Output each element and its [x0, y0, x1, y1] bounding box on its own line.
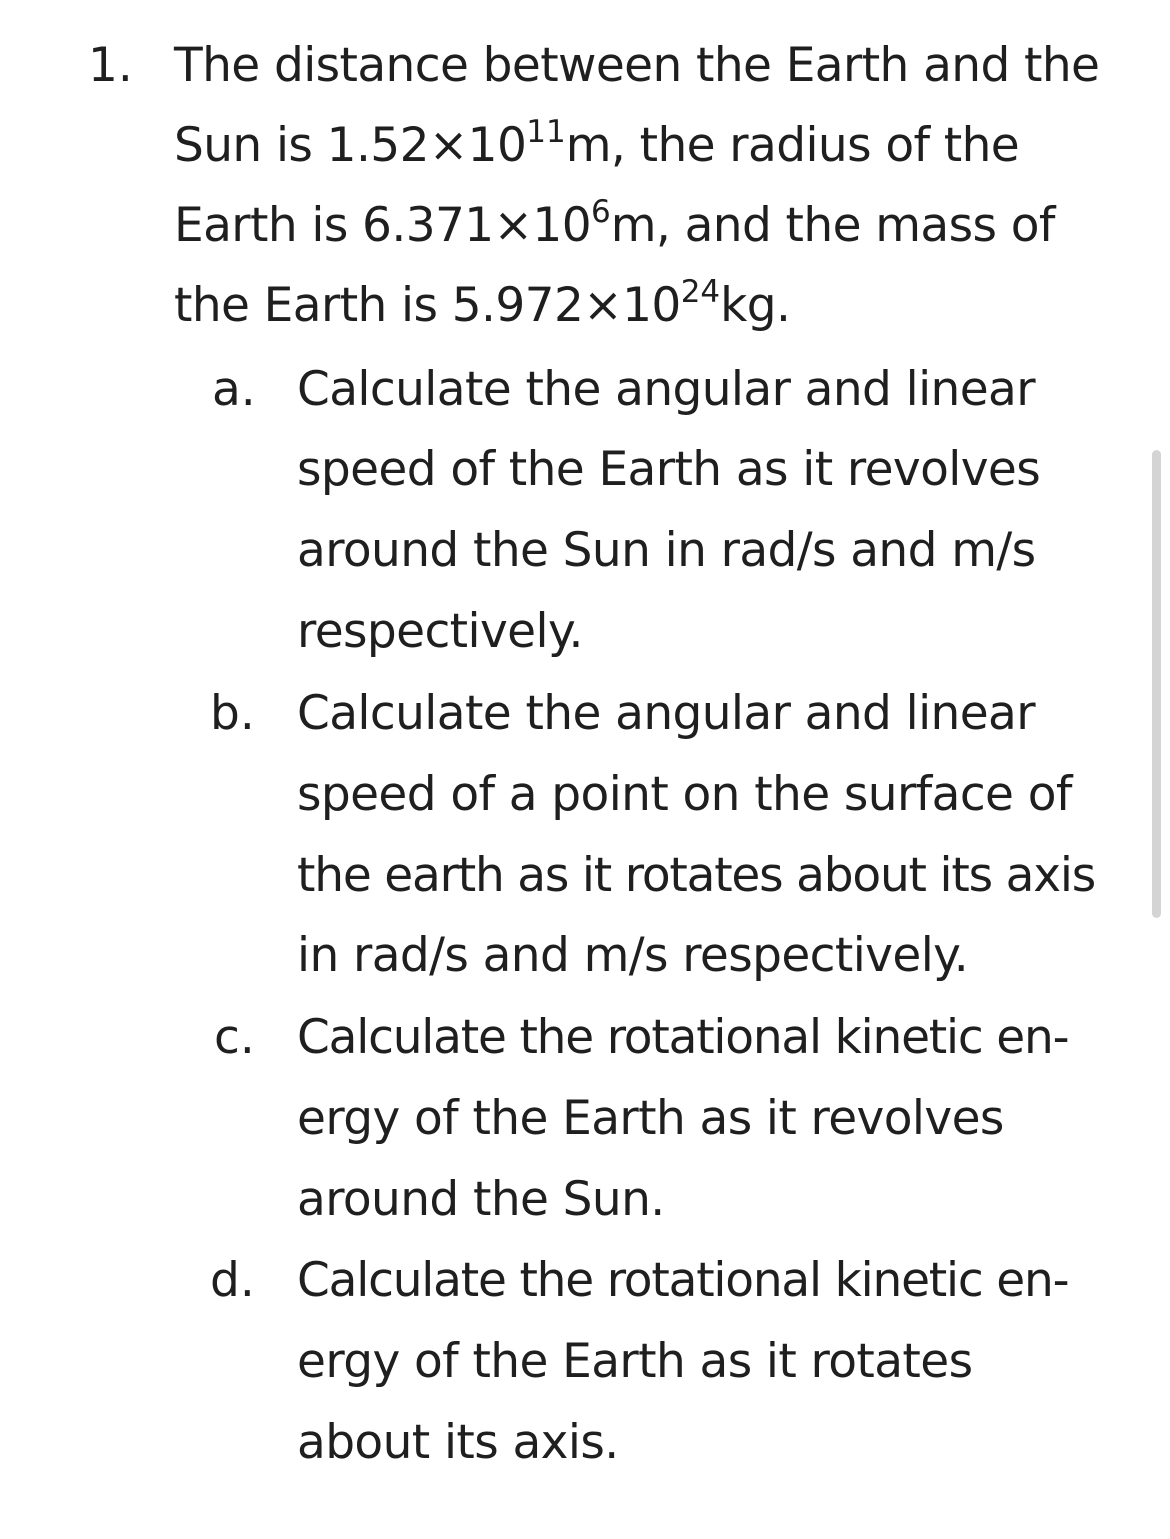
exponent: 24 [680, 273, 721, 310]
scrollbar-thumb[interactable] [1152, 450, 1161, 918]
question-number: 1. [88, 38, 133, 93]
question-stem-line-3: Earth is $6.371\times 10^6m$, and the mass of [174, 193, 1055, 253]
part-c-line-1: Calculate the rotational kinetic en- [297, 1010, 1069, 1065]
part-a-line-1: Calculate the angular and linear [297, 362, 1035, 417]
part-a-marker: a. [212, 362, 256, 417]
part-a-line-4: respectively. [297, 604, 583, 659]
part-a-line-2: speed of the Earth as it revolves [297, 442, 1041, 497]
part-c-line-3: around the Sun. [297, 1172, 665, 1227]
part-d-line-2: ergy of the Earth as it rotates [297, 1334, 973, 1389]
part-b-line-2: speed of a point on the surface of [297, 767, 1072, 822]
part-d-marker: d. [210, 1253, 255, 1308]
part-a-line-3: around the Sun in rad/s and m/s [297, 523, 1036, 578]
part-d-line-1: Calculate the rotational kinetic en- [297, 1253, 1069, 1308]
question-stem-line-4: the Earth is $5.972\times 10^{24}kg$. [174, 273, 791, 333]
part-b-line-1: Calculate the angular and linear [297, 686, 1035, 741]
question-stem-line-1: The distance between the Earth and the [174, 38, 1100, 93]
question-stem-line-2: Sun is $1.52\times 10^{11}m$, the radius of the [174, 113, 1020, 173]
exponent: 11 [526, 113, 566, 150]
part-d-line-3: about its axis. [297, 1415, 619, 1470]
part-b-marker: b. [210, 686, 255, 741]
part-b-line-3: the earth as it rotates about its axis [297, 848, 1095, 903]
exponent: 6 [591, 193, 611, 230]
part-c-marker: c. [214, 1010, 255, 1065]
part-c-line-2: ergy of the Earth as it revolves [297, 1091, 1004, 1146]
part-b-line-4: in rad/s and m/s respectively. [297, 928, 969, 983]
